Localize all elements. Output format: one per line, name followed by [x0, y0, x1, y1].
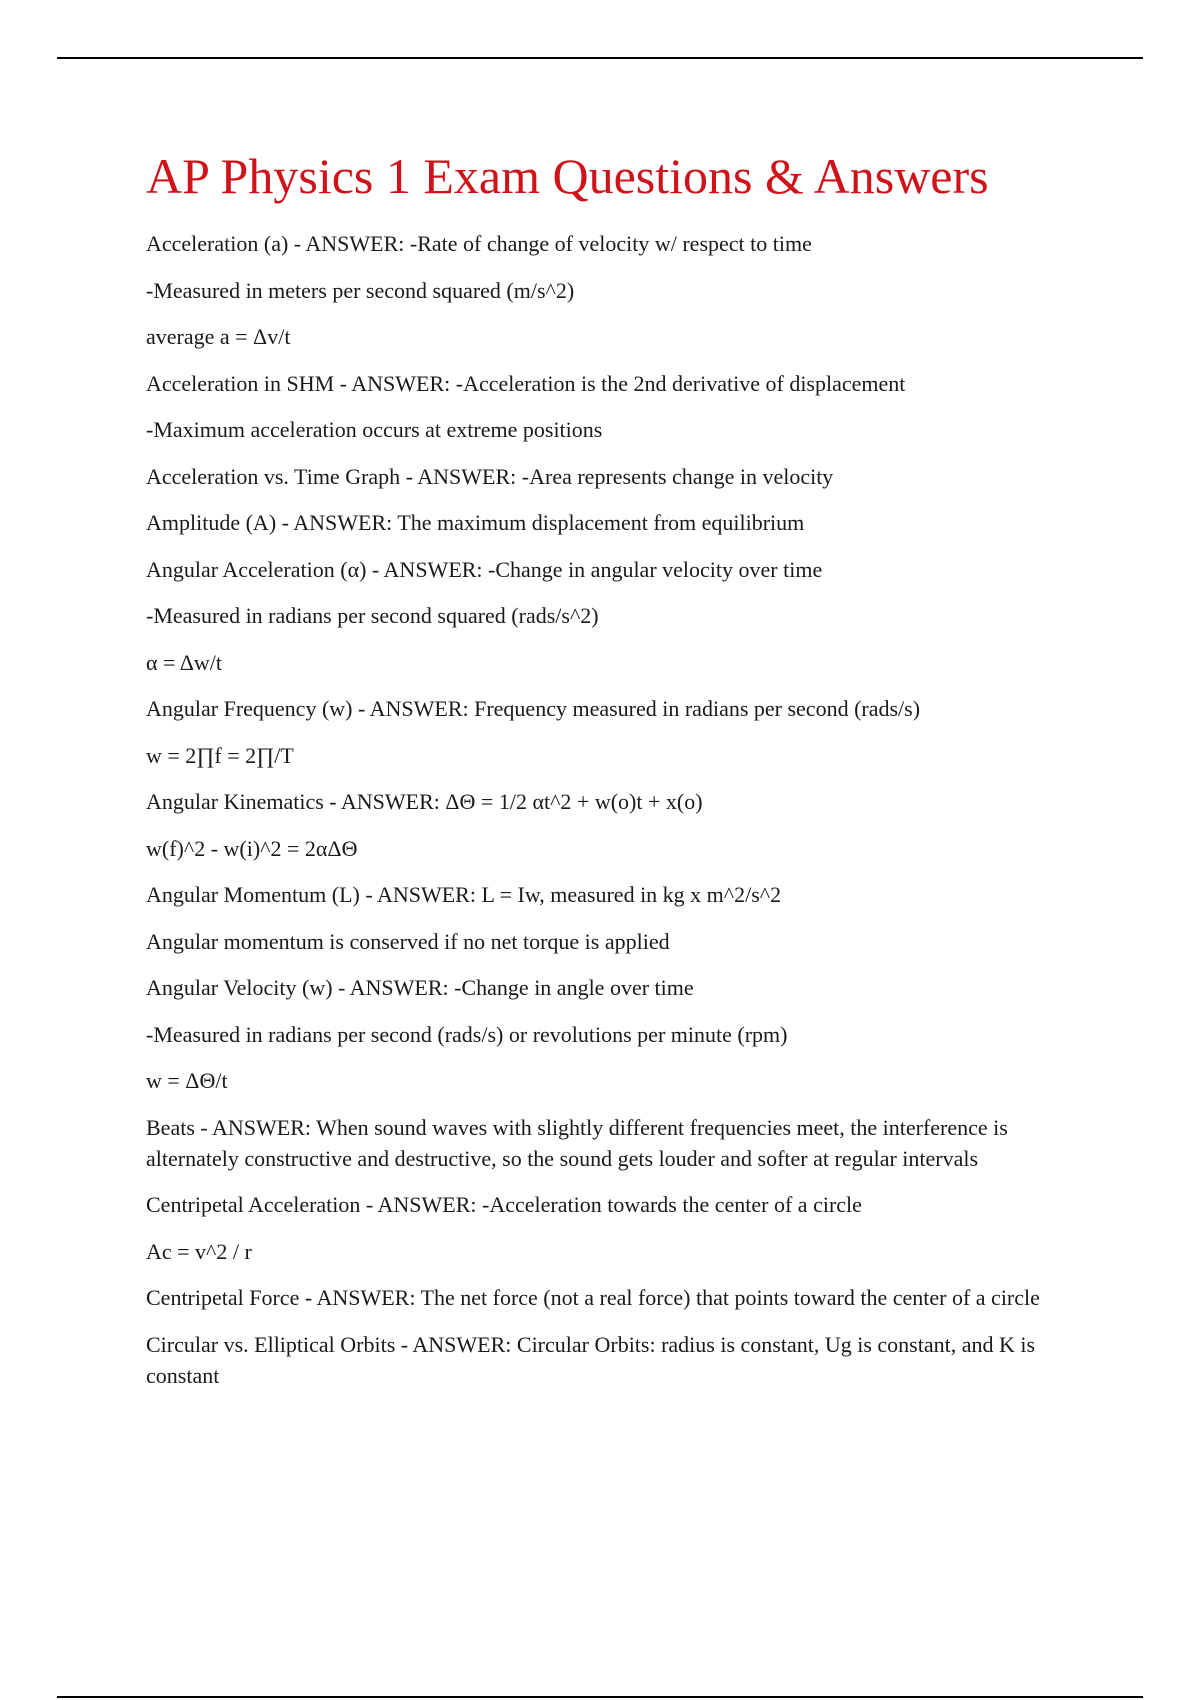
- entry-acceleration-shm: Acceleration in SHM - ANSWER: -Acceleration is the 2nd derivative of displacement: [146, 370, 906, 396]
- entry-angular-velocity-formula: w = ΔΘ/t: [146, 1068, 228, 1093]
- entry-centripetal-force: Centripetal Force - ANSWER: The net force (not a real force) that points toward the center of a circle: [146, 1285, 1040, 1310]
- entry-angular-acceleration: Angular Acceleration (α) - ANSWER: -Change in angular velocity over time: [146, 556, 823, 582]
- entry-orbits: Circular vs. Elliptical Orbits - ANSWER: Circular Orbits: radius is constant, Ug is constant, and K is constant: [146, 1331, 1036, 1388]
- entry-centripetal-acceleration-formula: Ac = v^2 / r: [146, 1238, 252, 1264]
- entry-centripetal-acceleration: Centripetal Acceleration - ANSWER: -Acceleration towards the center of a circle: [146, 1192, 862, 1217]
- top-rule: [57, 57, 1143, 59]
- bottom-rule: [57, 1696, 1143, 1698]
- entry-alpha-formula: α = Δw/t: [146, 649, 222, 675]
- page-content: [146, 140, 1091, 1406]
- document-title: AP Physics 1 Exam Questions & Answers: [146, 148, 989, 204]
- entry-angular-acceleration-units: -Measured in radians per second squared (rads/s^2): [146, 603, 599, 628]
- entry-angular-frequency-formula: w = 2∏f = 2∏/T: [146, 742, 294, 768]
- entry-angular-kinematics: Angular Kinematics - ANSWER: ΔΘ = 1/2 αt^2 + w(o)t + x(o): [146, 789, 703, 814]
- entry-acceleration-time-graph: Acceleration vs. Time Graph - ANSWER: -Area represents change in velocity: [146, 463, 834, 489]
- entry-angular-kinematics-formula: w(f)^2 - w(i)^2 = 2αΔΘ: [146, 835, 358, 861]
- entry-amplitude: Amplitude (A) - ANSWER: The maximum displacement from equilibrium: [146, 510, 805, 535]
- entry-angular-velocity: Angular Velocity (w) - ANSWER: -Change in angle over time: [146, 975, 694, 1000]
- entry-acceleration-units: -Measured in meters per second squared (m/s^2): [146, 277, 575, 303]
- entry-angular-momentum-conservation: Angular momentum is conserved if no net torque is applied: [146, 928, 670, 954]
- entry-angular-velocity-units: -Measured in radians per second (rads/s) or revolutions per minute (rpm): [146, 1021, 788, 1047]
- entry-beats: Beats - ANSWER: When sound waves with slightly different frequencies meet, the interference is alternately constructive and destructive, so the sound gets louder and softer at regular intervals: [146, 1114, 1008, 1171]
- entry-angular-momentum: Angular Momentum (L) - ANSWER: L = Iw, measured in kg x m^2/s^2: [146, 882, 782, 907]
- flashcard-list: [146, 228, 1091, 1391]
- entry-max-acceleration: -Maximum acceleration occurs at extreme positions: [146, 417, 603, 442]
- entry-acceleration: Acceleration (a) - ANSWER: -Rate of change of velocity w/ respect to time: [146, 231, 812, 256]
- entry-average-acceleration: average a = Δv/t: [146, 324, 291, 349]
- entry-angular-frequency: Angular Frequency (w) - ANSWER: Frequency measured in radians per second (rads/s): [146, 696, 921, 721]
